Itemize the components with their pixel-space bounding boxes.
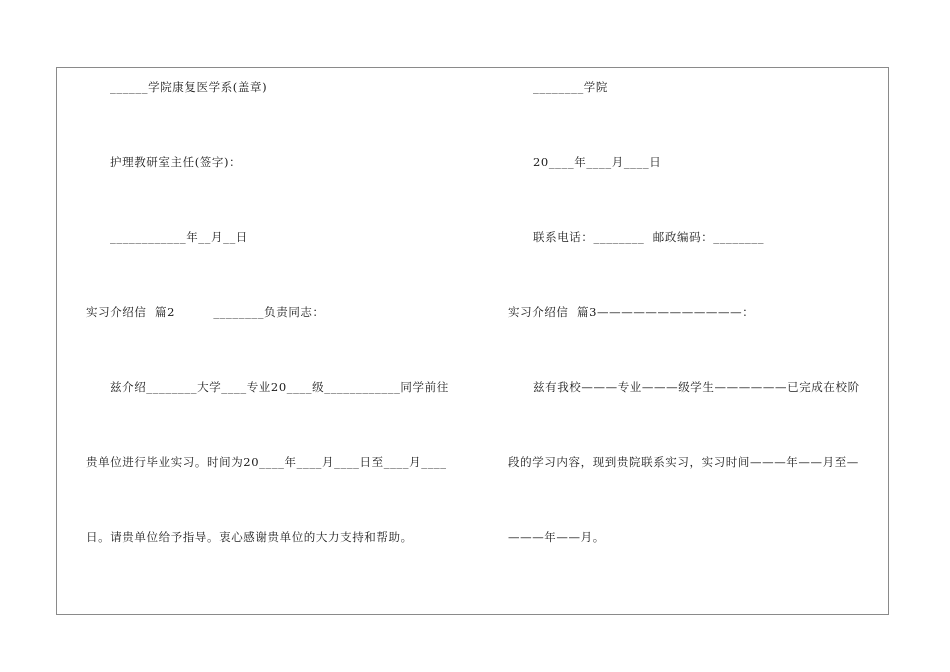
director-signature-line: 护理教研室主任(签字)： [110, 155, 242, 169]
letter2-paragraph-line-2: 贵单位进行毕业实习。时间为20____年____月____日至____月____ [86, 455, 447, 469]
letter3-paragraph-line-3: ———年——月。 [508, 530, 605, 544]
dept-seal-line: ______学院康复医学系(盖章) [110, 80, 268, 94]
letter3-heading: 实习介绍信 篇3————————————： [508, 305, 755, 319]
letter2-paragraph-line-3: 日。请贵单位给予指导。衷心感谢贵单位的大力支持和帮助。 [86, 530, 413, 544]
letter2-paragraph-line-1: 兹介绍________大学____专业20____级____________同学前往 [110, 380, 449, 394]
contact-line: 联系电话：________ 邮政编码：________ [533, 230, 765, 244]
right-date-line: 20____年____月____日 [533, 155, 662, 169]
left-date-line: ____________年__月__日 [110, 230, 248, 244]
letter3-paragraph-line-1: 兹有我校———专业———级学生——————已完成在校阶 [533, 380, 860, 394]
letter2-heading: 实习介绍信 篇2 ________负责同志： [86, 305, 325, 319]
letter3-paragraph-line-2: 段的学习内容，现到贵院联系实习，实习时间———年——月至— [508, 455, 859, 469]
college-line: ________学院 [533, 80, 608, 94]
